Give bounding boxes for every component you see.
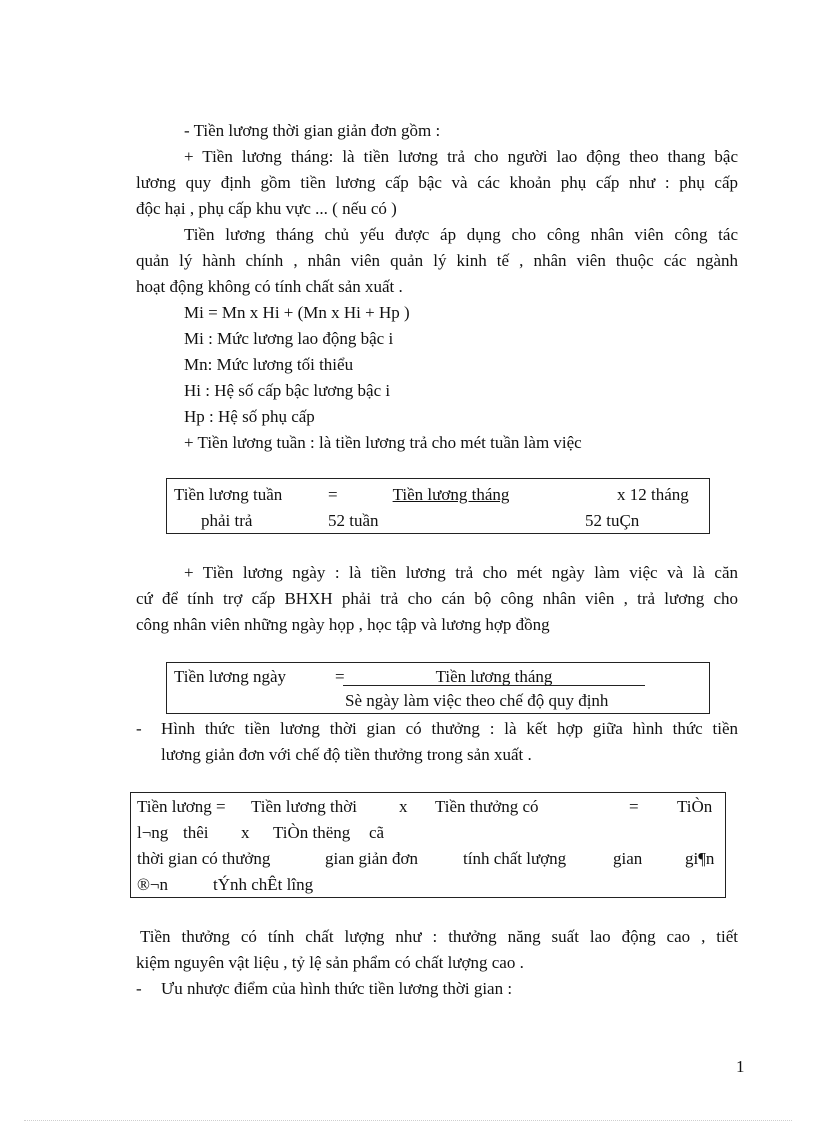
monthly-line-2: lương quy định gồm tiền lương cấp bậc và các khoản phụ cấp như : phụ cấp <box>136 173 738 192</box>
bonus-form-dash: - <box>136 719 142 738</box>
bonus-box-r1-c2: Tiền lương thời <box>251 797 357 816</box>
bonus-note-line-2: kiệm nguyên vật liệu , tỷ lệ sản phẩm có chất lượng cao . <box>136 953 524 972</box>
bonus-box-r3-c2: gian giản đơn <box>325 849 419 868</box>
bonus-box-r1-c3: x <box>399 797 408 816</box>
formula-def-mn: Mn: Mức lương tối thiểu <box>184 355 354 374</box>
bonus-box-r2-c1: l¬ng <box>137 823 169 842</box>
daily-line-2: cứ để tính trợ cấp BHXH phải trả cho cán bộ công nhân viên , trả lương cho <box>136 589 738 608</box>
weekly-box-denominator: 52 tuần <box>328 511 379 530</box>
bonus-box-r2-c4: TiÒn thëng <box>273 823 351 842</box>
monthly-line-3: độc hại , phụ cấp khu vực ... ( nếu có ) <box>136 199 397 218</box>
formula-def-hi: Hi : Hệ số cấp bậc lương bậc i <box>184 381 391 400</box>
weekly-formula-box <box>166 478 710 534</box>
bonus-box-r1-c5: = <box>629 797 639 816</box>
weekly-box-left-bottom: phải trả <box>201 511 253 530</box>
page-number: 1 <box>736 1057 745 1076</box>
daily-box-left: Tiền lương ngày <box>174 667 287 686</box>
bonus-box-r2-c3: x <box>241 823 250 842</box>
bonus-box-r3-c3: tính chất lượng <box>463 849 567 868</box>
bonus-box-r4-c1: ®¬n <box>137 875 169 894</box>
bonus-box-r2-c5: cã <box>369 823 385 842</box>
weekly-box-numerator: Tiền lương tháng <box>392 485 510 504</box>
monthly-line-1: + Tiền lương tháng: là tiền lương trả cho người lao động theo thang bậc <box>184 147 738 166</box>
formula-def-hp: Hp : Hệ số phụ cấp <box>184 407 315 426</box>
page-bottom-rule <box>24 1120 792 1121</box>
formula-main: Mi = Mn x Hi + (Mn x Hi + Hp ) <box>184 303 410 322</box>
daily-box-equals: = <box>335 667 345 686</box>
bonus-formula-box <box>130 792 726 898</box>
daily-box-denominator: Sè ngày làm việc theo chế độ quy định <box>345 691 609 710</box>
formula-def-mi: Mi : Mức lương lao động bậc i <box>184 329 394 348</box>
daily-formula-box <box>166 662 710 714</box>
bonus-box-r4-c2: tÝnh chÊt lîng <box>213 875 314 894</box>
applied-line-1: Tiền lương tháng chủ yếu được áp dụng cho công nhân viên công tác <box>184 225 738 244</box>
daily-line-1: + Tiền lương ngày : là tiền lương trả cho mét ngày làm việc và là căn <box>184 563 738 582</box>
bonus-box-r3-c5: gi¶n <box>685 849 715 868</box>
pros-cons-heading: Ưu nhược điểm của hình thức tiền lương thời gian : <box>161 979 513 998</box>
daily-box-numerator: Tiền lương tháng <box>435 667 553 686</box>
bonus-box-r3-c1: thời gian có thưởng <box>137 849 271 868</box>
pros-cons-dash: - <box>136 979 142 998</box>
weekly-box-equals: = <box>328 485 338 504</box>
weekly-box-multiplier: x 12 tháng <box>617 485 689 504</box>
applied-line-3: hoạt động không có tính chất sản xuất . <box>136 277 403 296</box>
bonus-box-r1-c4: Tiền thưởng có <box>435 797 539 816</box>
bonus-form-line-1: Hình thức tiền lương thời gian có thưởng : là kết hợp giữa hình thức tiền <box>161 719 738 738</box>
bonus-box-r1-c6: TiÒn <box>677 797 713 816</box>
bonus-box-r3-c4: gian <box>613 849 643 868</box>
weekly-box-multiplier-denominator: 52 tuÇn <box>585 511 640 530</box>
bonus-note-line-1: Tiền thưởng có tính chất lượng như : thưởng năng suất lao động cao , tiết <box>140 927 738 946</box>
daily-line-3: công nhân viên những ngày họp , học tập và lương hợp đồng <box>136 615 550 634</box>
bonus-box-r1-c1: Tiền lương = <box>137 797 226 816</box>
intro-line: - Tiền lương thời gian giản đơn gồm : <box>184 121 441 140</box>
bonus-form-line-2: lương giản đơn với chế độ tiền thưởng trong sản xuất . <box>161 745 532 764</box>
weekly-intro: + Tiền lương tuần : là tiền lương trả cho mét tuần làm việc <box>184 433 582 452</box>
weekly-box-left-top: Tiền lương tuần <box>174 485 283 504</box>
applied-line-2: quản lý hành chính , nhân viên quản lý kinh tế , nhân viên thuộc các ngành <box>136 251 738 270</box>
bonus-box-r2-c2: thêi <box>183 823 209 842</box>
